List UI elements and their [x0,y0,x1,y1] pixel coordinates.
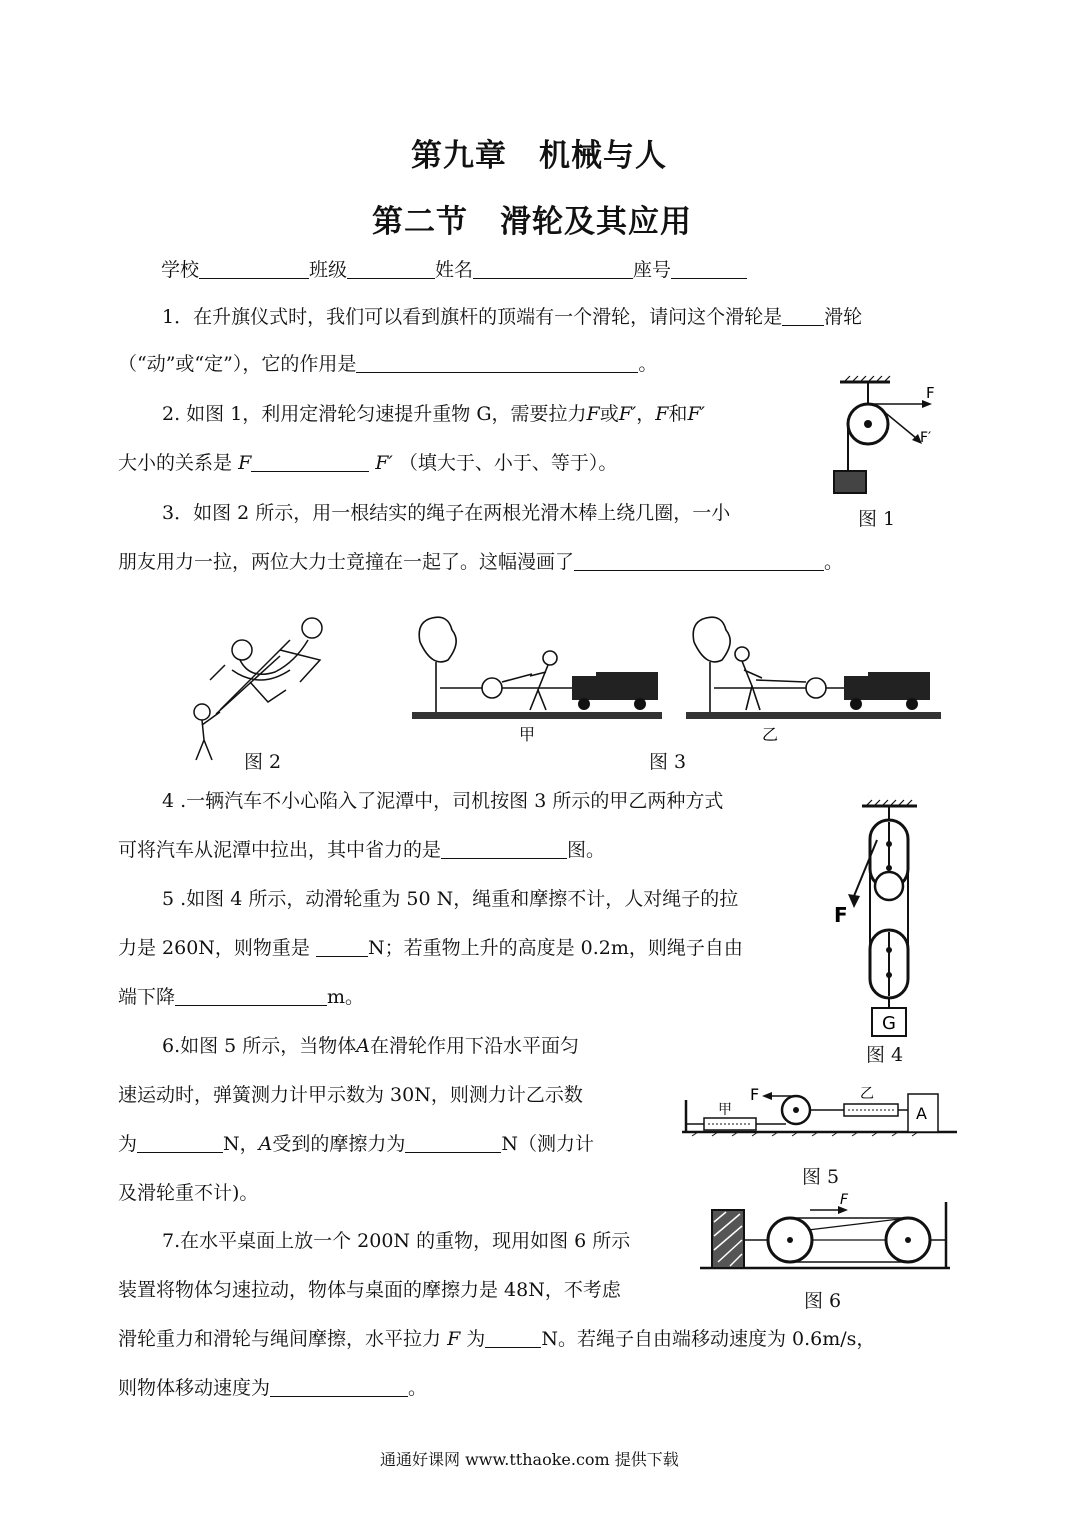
q1-text-2: 滑轮 [824,306,863,328]
q6-line4: 及滑轮重不计)。 [118,1182,259,1204]
fig5-label-jia: 甲 [718,1102,732,1118]
seat-blank[interactable] [671,258,747,279]
q3-line1: 3．如图 2 所示，用一根结实的绳子在两根光滑木棒上绕几圈，一小 [162,502,731,524]
fig6-caption: 图 6 [804,1290,842,1312]
figure-3-yi-scene [686,612,941,744]
q6-blank-2[interactable] [405,1132,501,1153]
q1-text: 1．在升旗仪式时，我们可以看到旗杆的顶端有一个滑轮，请问这个滑轮是 [162,306,783,328]
q5-text-2: N；若重物上升的高度是 0.2m，则绳子自由 [367,937,743,959]
q2-line1 [162,401,705,427]
q1-text-4: 。 [638,353,658,375]
fig5-label-yi: 乙 [860,1086,874,1102]
q7-blank-2[interactable] [270,1376,408,1397]
q5-text-3: 端下降 [118,986,176,1008]
q2-var-fprime3: F′ [375,452,393,474]
class-label: 班级 [309,259,348,281]
q5-line2 [118,935,743,961]
q7-line3 [118,1326,875,1352]
q2-blank[interactable] [251,451,369,472]
figure-3-jia-scene [412,612,662,744]
q5-text: 力是 260N，则物重是 [118,937,310,959]
q6-line3 [118,1131,594,1157]
q7-var-f: F [447,1328,461,1350]
footer-credit: 通通好课网 www.tthaoke.com 提供下载 [380,1450,679,1469]
q4-text-2: 图。 [567,839,606,861]
q4-blank[interactable] [441,838,567,859]
q6-text-3: 为 [118,1133,138,1155]
figure-2-cartoon [180,610,340,770]
fig4-weight-g: G [882,1013,896,1034]
fig5-force-f: F [750,1085,760,1104]
figure-5-horizontal-setup [682,1078,957,1140]
fig3-label-jia: 甲 [519,725,536,744]
section-title: 第二节 滑轮及其应用 [372,204,692,240]
q4-line1: 4 .一辆汽车不小心陷入了泥潭中，司机按图 3 所示的甲乙两种方式 [162,790,724,812]
fig4-caption: 图 4 [866,1044,904,1066]
q2-var-fprime2: F′ [687,403,705,425]
q3-text: 朋友用力一拉，两位大力士竟撞在一起了。这幅漫画了 [118,551,575,573]
q6-var-a: A [356,1035,371,1057]
q1-blank-2[interactable] [356,352,638,373]
q4-text: 可将汽车从泥潭中拉出，其中省力的是 [118,839,442,861]
q5-line1: 5 .如图 4 所示，动滑轮重为 50 N，绳重和摩擦不计，人对绳子的拉 [162,888,739,910]
fig1-caption: 图 1 [858,508,896,530]
q6-text-6: N（测力计 [501,1133,595,1155]
q1-blank-1[interactable] [782,305,824,326]
q7-text-5: 。 [408,1377,428,1399]
q2-line2 [118,450,617,476]
q6-line1 [162,1033,579,1059]
q3-text-2: 。 [824,551,844,573]
figure-4-pulley-block [832,800,942,1040]
q7-line1: 7.在水平桌面上放一个 200N 的重物，现用如图 6 所示 [162,1230,631,1252]
q2-comma: ， [636,403,656,425]
q6-var-a2: A [258,1133,273,1155]
q4-line2 [118,837,605,863]
q7-line4 [118,1375,427,1401]
q2-var-f2: F [655,403,669,425]
q2-var-fprime: F′ [618,403,637,425]
q7-line2: 装置将物体匀速拉动，物体与桌面的摩擦力是 48N，不考虑 [118,1279,621,1301]
name-blank[interactable] [473,258,633,279]
q1-line2 [118,351,657,377]
q6-blank-1[interactable] [137,1132,223,1153]
fig1-force-fprime: F′ [920,430,932,446]
q2-text: 2. 如图 1，利用定滑轮匀速提升重物 G，需要拉力 [162,403,587,425]
name-label: 姓名 [435,259,474,281]
q6-text-2: 在滑轮作用下沿水平面匀 [370,1035,580,1057]
fig5-block-a: A [916,1104,927,1123]
q2-var-f3: F [238,452,252,474]
fig3-label-yi: 乙 [762,725,779,744]
school-blank[interactable] [199,258,309,279]
fig3-caption: 图 3 [649,751,687,773]
q5-blank-1[interactable] [316,936,368,957]
student-info-line [161,257,747,283]
fig4-force-f: F [834,903,848,927]
seat-label: 座号 [633,259,672,281]
figure-6-horizontal-pulleys [700,1192,950,1274]
q7-text: 滑轮重力和滑轮与绳间摩擦，水平拉力 [118,1328,442,1350]
q3-blank[interactable] [574,550,824,571]
q2-text-2: 大小的关系是 [118,452,233,474]
q1-text-3: （“动”或“定”），它的作用是 [118,353,357,375]
q5-text-4: m。 [327,986,365,1008]
fig2-caption: 图 2 [244,751,282,773]
q2-text-3: （填大于、小于、等于）。 [398,452,618,474]
q2-var-f: F [586,403,600,425]
school-label: 学校 [161,259,200,281]
fig5-caption: 图 5 [802,1166,840,1188]
q5-blank-2[interactable] [175,985,327,1006]
q2-text-or: 或 [599,403,619,425]
q2-text-and: 和 [668,403,688,425]
q7-text-4: 则物体移动速度为 [118,1377,271,1399]
q6-text-4: N， [223,1133,259,1155]
chapter-title: 第九章 机械与人 [411,138,667,174]
class-blank[interactable] [347,258,435,279]
q6-text-5: 受到的摩擦力为 [272,1133,406,1155]
q7-blank-1[interactable] [485,1327,541,1348]
q1-line1 [162,304,862,330]
q6-text: 6.如图 5 所示，当物体 [162,1035,357,1057]
q3-line2 [118,549,843,575]
q5-line3 [118,984,364,1010]
q7-text-3: N。若绳子自由端移动速度为 0.6m/s， [541,1328,876,1350]
fig6-force-f: F [840,1192,849,1208]
q6-line2: 速运动时，弹簧测力计甲示数为 30N，则测力计乙示数 [118,1084,583,1106]
fig1-force-f: F [926,384,935,402]
q7-text-2: 为 [466,1328,486,1350]
